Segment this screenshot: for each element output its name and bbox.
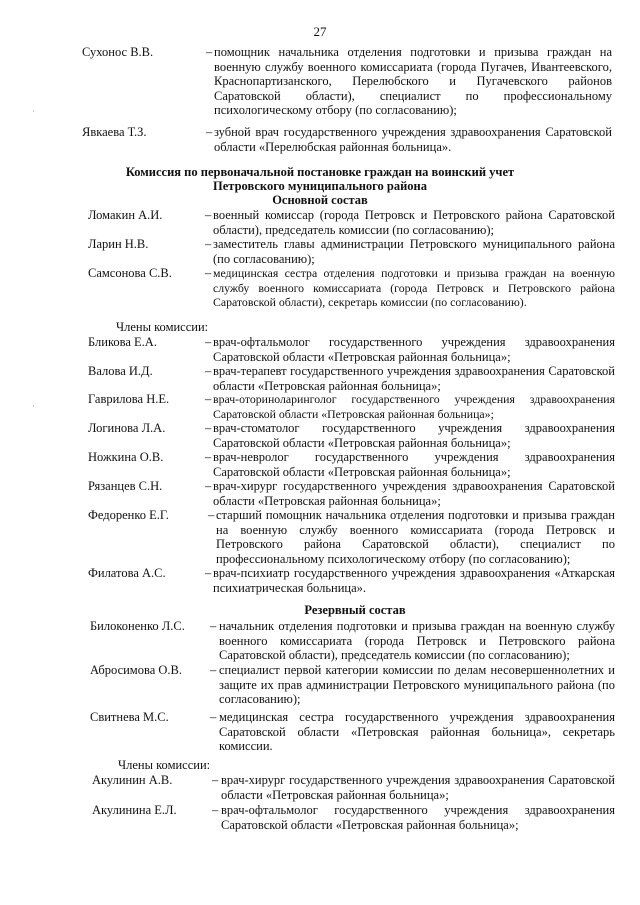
person-name: Акулинин А.В. bbox=[92, 773, 173, 787]
dash: – bbox=[205, 421, 212, 435]
person-description: врач-психиатр государственного учреждения здравоохранения «Аткарская психиатрическая больница». bbox=[213, 566, 615, 595]
dash: – bbox=[205, 566, 212, 580]
dash: – bbox=[206, 45, 213, 59]
person-name: Бликова Е.А. bbox=[88, 335, 157, 349]
dash: – bbox=[208, 508, 215, 522]
dash: – bbox=[210, 619, 217, 633]
person-description: врач-офтальмолог государственного учреждения здравоохранения Саратовской области «Петровская районная больница»; bbox=[221, 803, 615, 832]
dash: – bbox=[210, 663, 217, 677]
person-description: врач-офтальмолог государственного учреждения здравоохранения Саратовской области «Петровская районная больница»; bbox=[213, 335, 615, 364]
person-description: медицинская сестра государственного учреждения здравоохранения Саратовской области «Петровская районная больница», секретарь комиссии. bbox=[219, 710, 615, 753]
scan-mark: · bbox=[32, 402, 35, 411]
dash: – bbox=[206, 125, 213, 139]
person-name: Сухонос В.В. bbox=[82, 45, 154, 59]
person-description: заместитель главы администрации Петровского муниципального района (по согласованию); bbox=[213, 237, 615, 266]
reserve-members-label: Члены комиссии: bbox=[118, 758, 211, 772]
person-name: Ломакин А.И. bbox=[88, 208, 163, 222]
person-name: Билоконенко Л.С. bbox=[90, 619, 185, 633]
person-name: Ларин Н.В. bbox=[88, 237, 149, 251]
dash: – bbox=[205, 266, 212, 280]
scan-mark: · bbox=[32, 107, 35, 116]
dash: – bbox=[205, 237, 212, 251]
person-description: зубной врач государственного учреждения здравоохранения Саратовской области «Перелюбская районная больница». bbox=[214, 125, 612, 154]
person-name: Федоренко Е.Г. bbox=[88, 508, 169, 522]
person-description: помощник начальника отделения подготовки и призыва граждан на военную службу военного комиссариата (города Пугачев, Ивантеевского, Краснопартизанского, Перелюбского и Пугачевского районов Саратовской области), специалист по профессиональному психологическому отбору (по согласованию); bbox=[214, 45, 612, 117]
dash: – bbox=[205, 479, 212, 493]
commission-title-line2: Петровского муниципального района bbox=[213, 179, 427, 193]
page-number: 27 bbox=[313, 24, 327, 39]
person-description: врач-хирург государственного учреждения здравоохранения Саратовской области «Петровская районная больница»; bbox=[213, 479, 615, 508]
person-description: специалист первой категории комиссии по делам несовершеннолетних и защите их прав администрации Петровского муниципального района (по согласованию); bbox=[219, 663, 615, 706]
dash: – bbox=[205, 364, 212, 378]
dash: – bbox=[212, 773, 219, 787]
person-name: Рязанцев С.Н. bbox=[88, 479, 163, 493]
person-name: Филатова А.С. bbox=[88, 566, 166, 580]
main-composition-heading: Основной состав bbox=[272, 193, 368, 207]
person-description: врач-терапевт государственного учреждения здравоохранения Саратовской области «Петровская районная больница»; bbox=[213, 364, 615, 393]
dash: – bbox=[205, 335, 212, 349]
person-name: Гаврилова Н.Е. bbox=[88, 392, 170, 406]
person-description: старший помощник начальника отделения подготовки и призыва граждан на военную службу военного комиссариата (города Петровск и Петровского района Саратовской области), специалист по профессиональному психологическому отбору (по согласованию); bbox=[216, 508, 615, 566]
dash: – bbox=[212, 803, 219, 817]
person-name: Абросимова О.В. bbox=[90, 663, 182, 677]
person-name: Самсонова С.В. bbox=[88, 266, 172, 280]
person-description: начальник отделения подготовки и призыва граждан на военную службу военного комиссариата (города Петровск и Петровского района Саратовской области), председатель комиссии (по согласованию); bbox=[219, 619, 615, 662]
members-label: Члены комиссии: bbox=[116, 320, 209, 334]
dash: – bbox=[205, 208, 212, 222]
person-name: Акулинина Е.Л. bbox=[92, 803, 177, 817]
person-name: Логинова Л.А. bbox=[88, 421, 166, 435]
commission-title-line1: Комиссия по первоначальной постановке граждан на воинский учет bbox=[125, 165, 515, 179]
person-description: врач-оториноларинголог государственного учреждения здравоохранения Саратовской области «Петровская районная больница»; bbox=[213, 392, 615, 421]
reserve-composition-heading: Резервный состав bbox=[304, 603, 406, 617]
person-description: врач-невролог государственного учреждения здравоохранения Саратовской области «Петровская районная больница»; bbox=[213, 450, 615, 479]
person-name: Явкаева Т.З. bbox=[82, 125, 147, 139]
person-description: военный комиссар (города Петровск и Петровского района Саратовской области), председатель комиссии (по согласованию); bbox=[213, 208, 615, 237]
dash: – bbox=[205, 392, 212, 406]
person-description: медицинская сестра отделения подготовки и призыва граждан на военную службу военного комиссариата (города Петровск и Петровского района Саратовской области), секретарь комиссии (по согласованию). bbox=[213, 266, 615, 309]
dash: – bbox=[205, 450, 212, 464]
person-description: врач-хирург государственного учреждения здравоохранения Саратовской области «Петровская районная больница»; bbox=[221, 773, 615, 802]
person-name: Ножкина О.В. bbox=[88, 450, 164, 464]
dash: – bbox=[210, 710, 217, 724]
person-name: Свитнева М.С. bbox=[90, 710, 169, 724]
person-description: врач-стоматолог государственного учреждения здравоохранения Саратовской области «Петровская районная больница»; bbox=[213, 421, 615, 450]
person-name: Валова И.Д. bbox=[88, 364, 153, 378]
